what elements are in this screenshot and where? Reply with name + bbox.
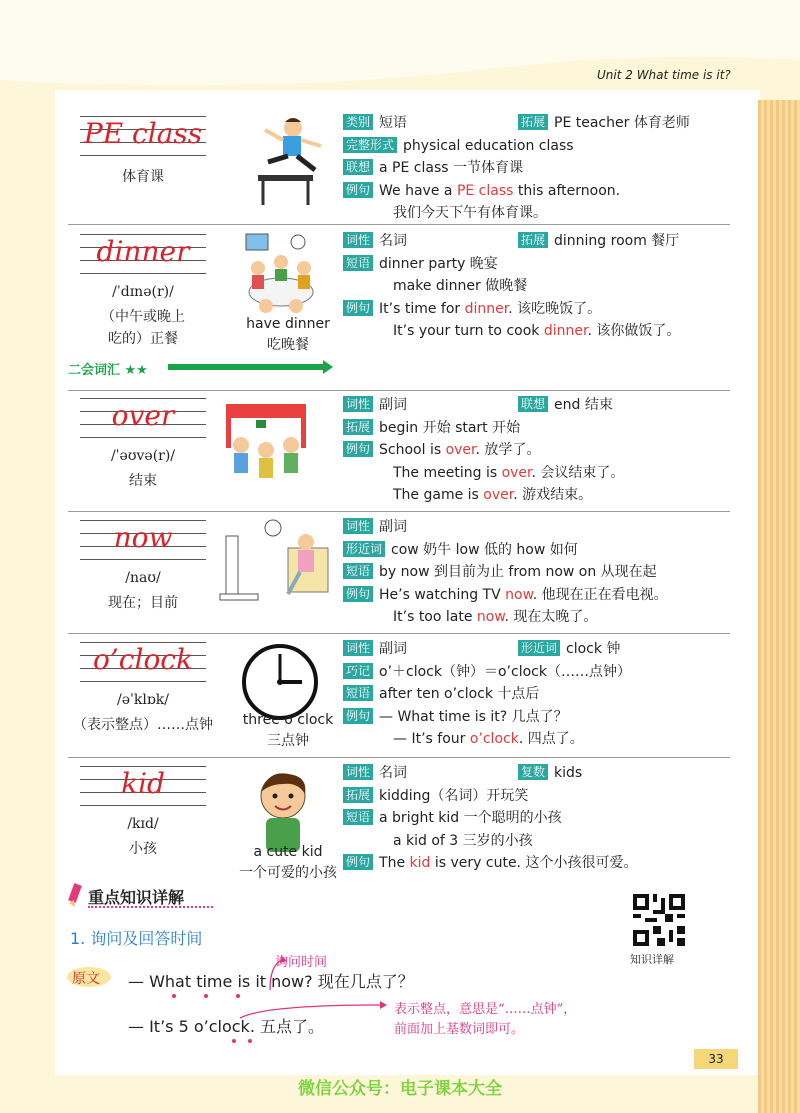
- tag-label: 词性: [343, 764, 373, 780]
- row-text: . 游戏结束。: [513, 487, 593, 504]
- row-text: . 四点了。: [518, 731, 584, 748]
- entry-row: [343, 606, 733, 629]
- row-text: a kid of 3 三岁的小孩: [393, 832, 533, 849]
- picture-caption: a cute kid: [253, 844, 323, 860]
- qr-label: 知识详解: [630, 953, 674, 966]
- book-edge-stripe: [758, 100, 800, 1113]
- dialogue-line-1: — What time is it now? 现在几点了？: [128, 972, 414, 991]
- chinese-meaning: （表示整点）……点钟: [73, 717, 213, 733]
- row-text: The meeting is: [393, 464, 502, 481]
- chinese-meaning: （中午或晚上: [101, 309, 185, 325]
- tag-label: 类别: [343, 114, 373, 130]
- row-text: physical education class: [403, 137, 574, 154]
- vocab-word: o’clock: [93, 643, 193, 676]
- tag-label: 词性: [343, 232, 373, 248]
- tag-label: 短语: [343, 685, 373, 701]
- entry-row: [343, 112, 733, 135]
- tag-label: 词性: [343, 396, 373, 412]
- entry-row: [343, 807, 733, 830]
- entry-row: [343, 417, 733, 440]
- row-text: o’＋clock（钟）＝o’clock（……点钟）: [379, 663, 631, 680]
- vocab-word: dinner: [96, 235, 190, 268]
- row-text: It’s time for: [379, 300, 465, 317]
- entry-row: [343, 180, 733, 203]
- row-text: . 放学了。: [475, 442, 541, 459]
- note-oclock-1: 表示整点，意思是“……点钟”，: [394, 1002, 577, 1017]
- row-text: cow 奶牛 low 低的 how 如何: [391, 541, 578, 558]
- row-text: end 结束: [554, 397, 613, 413]
- note-ask-time: 询问时间: [275, 955, 328, 970]
- entry-row: [343, 706, 733, 729]
- entry-row: [343, 275, 733, 298]
- row-text: We have a: [379, 182, 457, 199]
- entry-row: [343, 661, 733, 684]
- row-text: PE teacher 体育老师: [554, 115, 690, 131]
- highlight-word: dinner: [543, 323, 588, 340]
- row-text: a PE class 一节体育课: [379, 160, 523, 177]
- vocab-entry: [68, 514, 730, 634]
- row-text: The: [379, 855, 410, 872]
- chinese-meaning: 吃的）正餐: [108, 331, 178, 347]
- picture-caption: 吃晚餐: [267, 337, 309, 353]
- tag-label: 联想: [518, 396, 548, 412]
- entry-row: [343, 683, 733, 706]
- row-text: 副词: [379, 519, 408, 535]
- row-text: kidding（名词）开玩笑: [379, 787, 529, 804]
- tag-label: 巧记: [343, 663, 373, 679]
- vocab-word: PE class: [83, 117, 203, 150]
- picture-caption: 三点钟: [267, 733, 309, 749]
- row-text: . 该吃晚饭了。: [508, 300, 602, 317]
- tag-label: 例句: [343, 300, 373, 316]
- row-text: 副词: [379, 397, 408, 413]
- row-text: 副词: [379, 641, 408, 657]
- row-text: . 会议结束了。: [531, 464, 625, 481]
- chinese-meaning: 结束: [129, 473, 157, 489]
- tag-label: 例句: [343, 586, 373, 602]
- tag-label: 例句: [343, 182, 373, 198]
- picture-caption: have dinner: [246, 316, 330, 332]
- row-text: is very cute. 这个小孩很可爱。: [430, 855, 638, 872]
- row-text: this afternoon.: [513, 182, 621, 199]
- row-text: by now 到目前为止 from now on 从现在起: [379, 564, 657, 581]
- entry-divider: [68, 633, 730, 634]
- row-text: 名词: [379, 765, 408, 781]
- highlight-word: now: [476, 609, 505, 626]
- vocab-word: over: [111, 399, 175, 432]
- highlight-word: PE class: [456, 182, 514, 199]
- row-text: make dinner 做晚餐: [393, 278, 528, 295]
- entry-row: [343, 785, 733, 808]
- tag-label: 拓展: [343, 787, 373, 803]
- vocab-word: kid: [121, 767, 165, 800]
- row-text: . 他现在正在看电视。: [532, 586, 668, 603]
- row-text: after ten o’clock 十点后: [379, 686, 540, 703]
- source-tag: 原文: [72, 971, 100, 987]
- row-text: a bright kid 一个聪明的小孩: [379, 810, 562, 827]
- highlight-word: now: [505, 586, 533, 603]
- highlight-word: over: [445, 442, 476, 459]
- running-head: Unit 2 What time is it?: [597, 68, 731, 82]
- phonetic: /naʊ/: [125, 570, 161, 586]
- phonetic: /ˈdɪnə(r)/: [112, 284, 174, 300]
- tag-label: 短语: [343, 563, 373, 579]
- tag-label: 例句: [343, 854, 373, 870]
- highlight-word: over: [501, 464, 532, 481]
- row-text: It’s too late: [393, 609, 477, 626]
- entry-row: [343, 728, 733, 751]
- entry-row: [343, 484, 733, 507]
- row-text: 名词: [379, 233, 408, 249]
- entry-divider: [68, 511, 730, 512]
- tag-label: 短语: [343, 255, 373, 271]
- entry-row: [343, 202, 733, 225]
- row-text: 短语: [379, 115, 408, 131]
- phonetic: /ˈəʊvə(r)/: [110, 448, 176, 464]
- row-text: dinner party 晚宴: [379, 255, 498, 272]
- row-text: It’s your turn to cook: [393, 323, 544, 340]
- entry-row: [343, 320, 733, 343]
- tag-label: 短语: [343, 809, 373, 825]
- entry-row: [343, 298, 733, 321]
- row-text: — What time is it? 几点了？: [379, 708, 568, 725]
- tag-label: 形近词: [343, 541, 385, 557]
- footer-watermark: 微信公众号：电子课本大全: [298, 1079, 502, 1099]
- tag-label: 词性: [343, 640, 373, 656]
- tag-label: 联想: [343, 159, 373, 175]
- entry-row: [343, 638, 733, 661]
- entry-row: [343, 157, 733, 180]
- tag-label: 例句: [343, 441, 373, 457]
- entry-row: [343, 762, 733, 785]
- entry-row: [343, 830, 733, 853]
- entry-divider: [68, 390, 730, 391]
- row-text: begin 开始 start 开始: [379, 419, 521, 436]
- entry-divider: [68, 224, 730, 225]
- entry-row: [343, 852, 733, 875]
- tag-label: 词性: [343, 518, 373, 534]
- dialogue-line-2: — It’s 5 o’clock. 五点了。: [128, 1017, 324, 1036]
- page-number: 33: [694, 1049, 738, 1069]
- row-text: He’s watching TV: [379, 586, 506, 603]
- phonetic: /əˈklɒk/: [117, 692, 169, 708]
- knowledge-subtitle: 1. 询问及回答时间: [70, 929, 203, 948]
- chinese-meaning: 现在；目前: [108, 595, 178, 611]
- picture-caption: 一个可爱的小孩: [239, 865, 337, 881]
- tag-label: 完整形式: [343, 137, 397, 153]
- entry-row: [343, 584, 733, 607]
- entry-row: [343, 394, 733, 417]
- row-text: The game is: [393, 487, 484, 504]
- picture-caption: three o’clock: [242, 712, 334, 728]
- qr-code[interactable]: [633, 894, 685, 946]
- entry-row: [343, 462, 733, 485]
- watching-tv-picture: [218, 518, 338, 612]
- vocab-entry: [68, 760, 730, 884]
- school-is-over-picture: [216, 400, 316, 494]
- highlight-word: o’clock: [469, 731, 519, 748]
- highlight-word: dinner: [464, 300, 509, 317]
- vocab-entry: [68, 636, 730, 758]
- chinese-meaning: 体育课: [122, 169, 164, 185]
- vocab-word: now: [113, 521, 173, 554]
- chinese-meaning: 小孩: [129, 841, 157, 857]
- tag-label: 例句: [343, 708, 373, 724]
- entry-row: [343, 230, 733, 253]
- family-dinner-picture: [236, 232, 326, 326]
- row-text: clock 钟: [566, 641, 621, 657]
- row-text: School is: [379, 442, 446, 459]
- row-text: — It’s four: [393, 731, 470, 748]
- tag-label: 拓展: [518, 232, 548, 248]
- entry-row: [343, 516, 733, 539]
- entry-row: [343, 135, 733, 158]
- row-text: 我们今天下午有体育课。: [393, 205, 547, 222]
- tag-label: 复数: [518, 764, 548, 780]
- row-text: dinning room 餐厅: [554, 233, 680, 249]
- tag-label: 形近词: [518, 640, 560, 656]
- entry-row: [343, 561, 733, 584]
- vocab-entry: [68, 228, 730, 356]
- highlight-word: over: [483, 487, 514, 504]
- highlight-word: kid: [409, 855, 431, 872]
- entry-row: [343, 439, 733, 462]
- entry-row: [343, 539, 733, 562]
- pencil-icon: [66, 882, 88, 908]
- vocab-entry: [68, 392, 730, 512]
- entry-divider: [68, 757, 730, 758]
- hurdle-jumper-picture: [243, 110, 333, 214]
- entry-row: [343, 253, 733, 276]
- row-text: . 该你做饭了。: [587, 323, 681, 340]
- phonetic: /kɪd/: [127, 816, 159, 832]
- row-text: . 现在太晚了。: [504, 609, 598, 626]
- section-label: 二会词汇 ★★: [68, 363, 148, 378]
- title-underline: [88, 906, 213, 908]
- knowledge-title: 重点知识详解: [88, 888, 185, 907]
- note-oclock-2: 前面加上基数词即可。: [394, 1022, 525, 1037]
- vocab-entry: [68, 110, 730, 225]
- tag-label: 拓展: [343, 419, 373, 435]
- row-text: kids: [554, 765, 583, 781]
- tag-label: 拓展: [518, 114, 548, 130]
